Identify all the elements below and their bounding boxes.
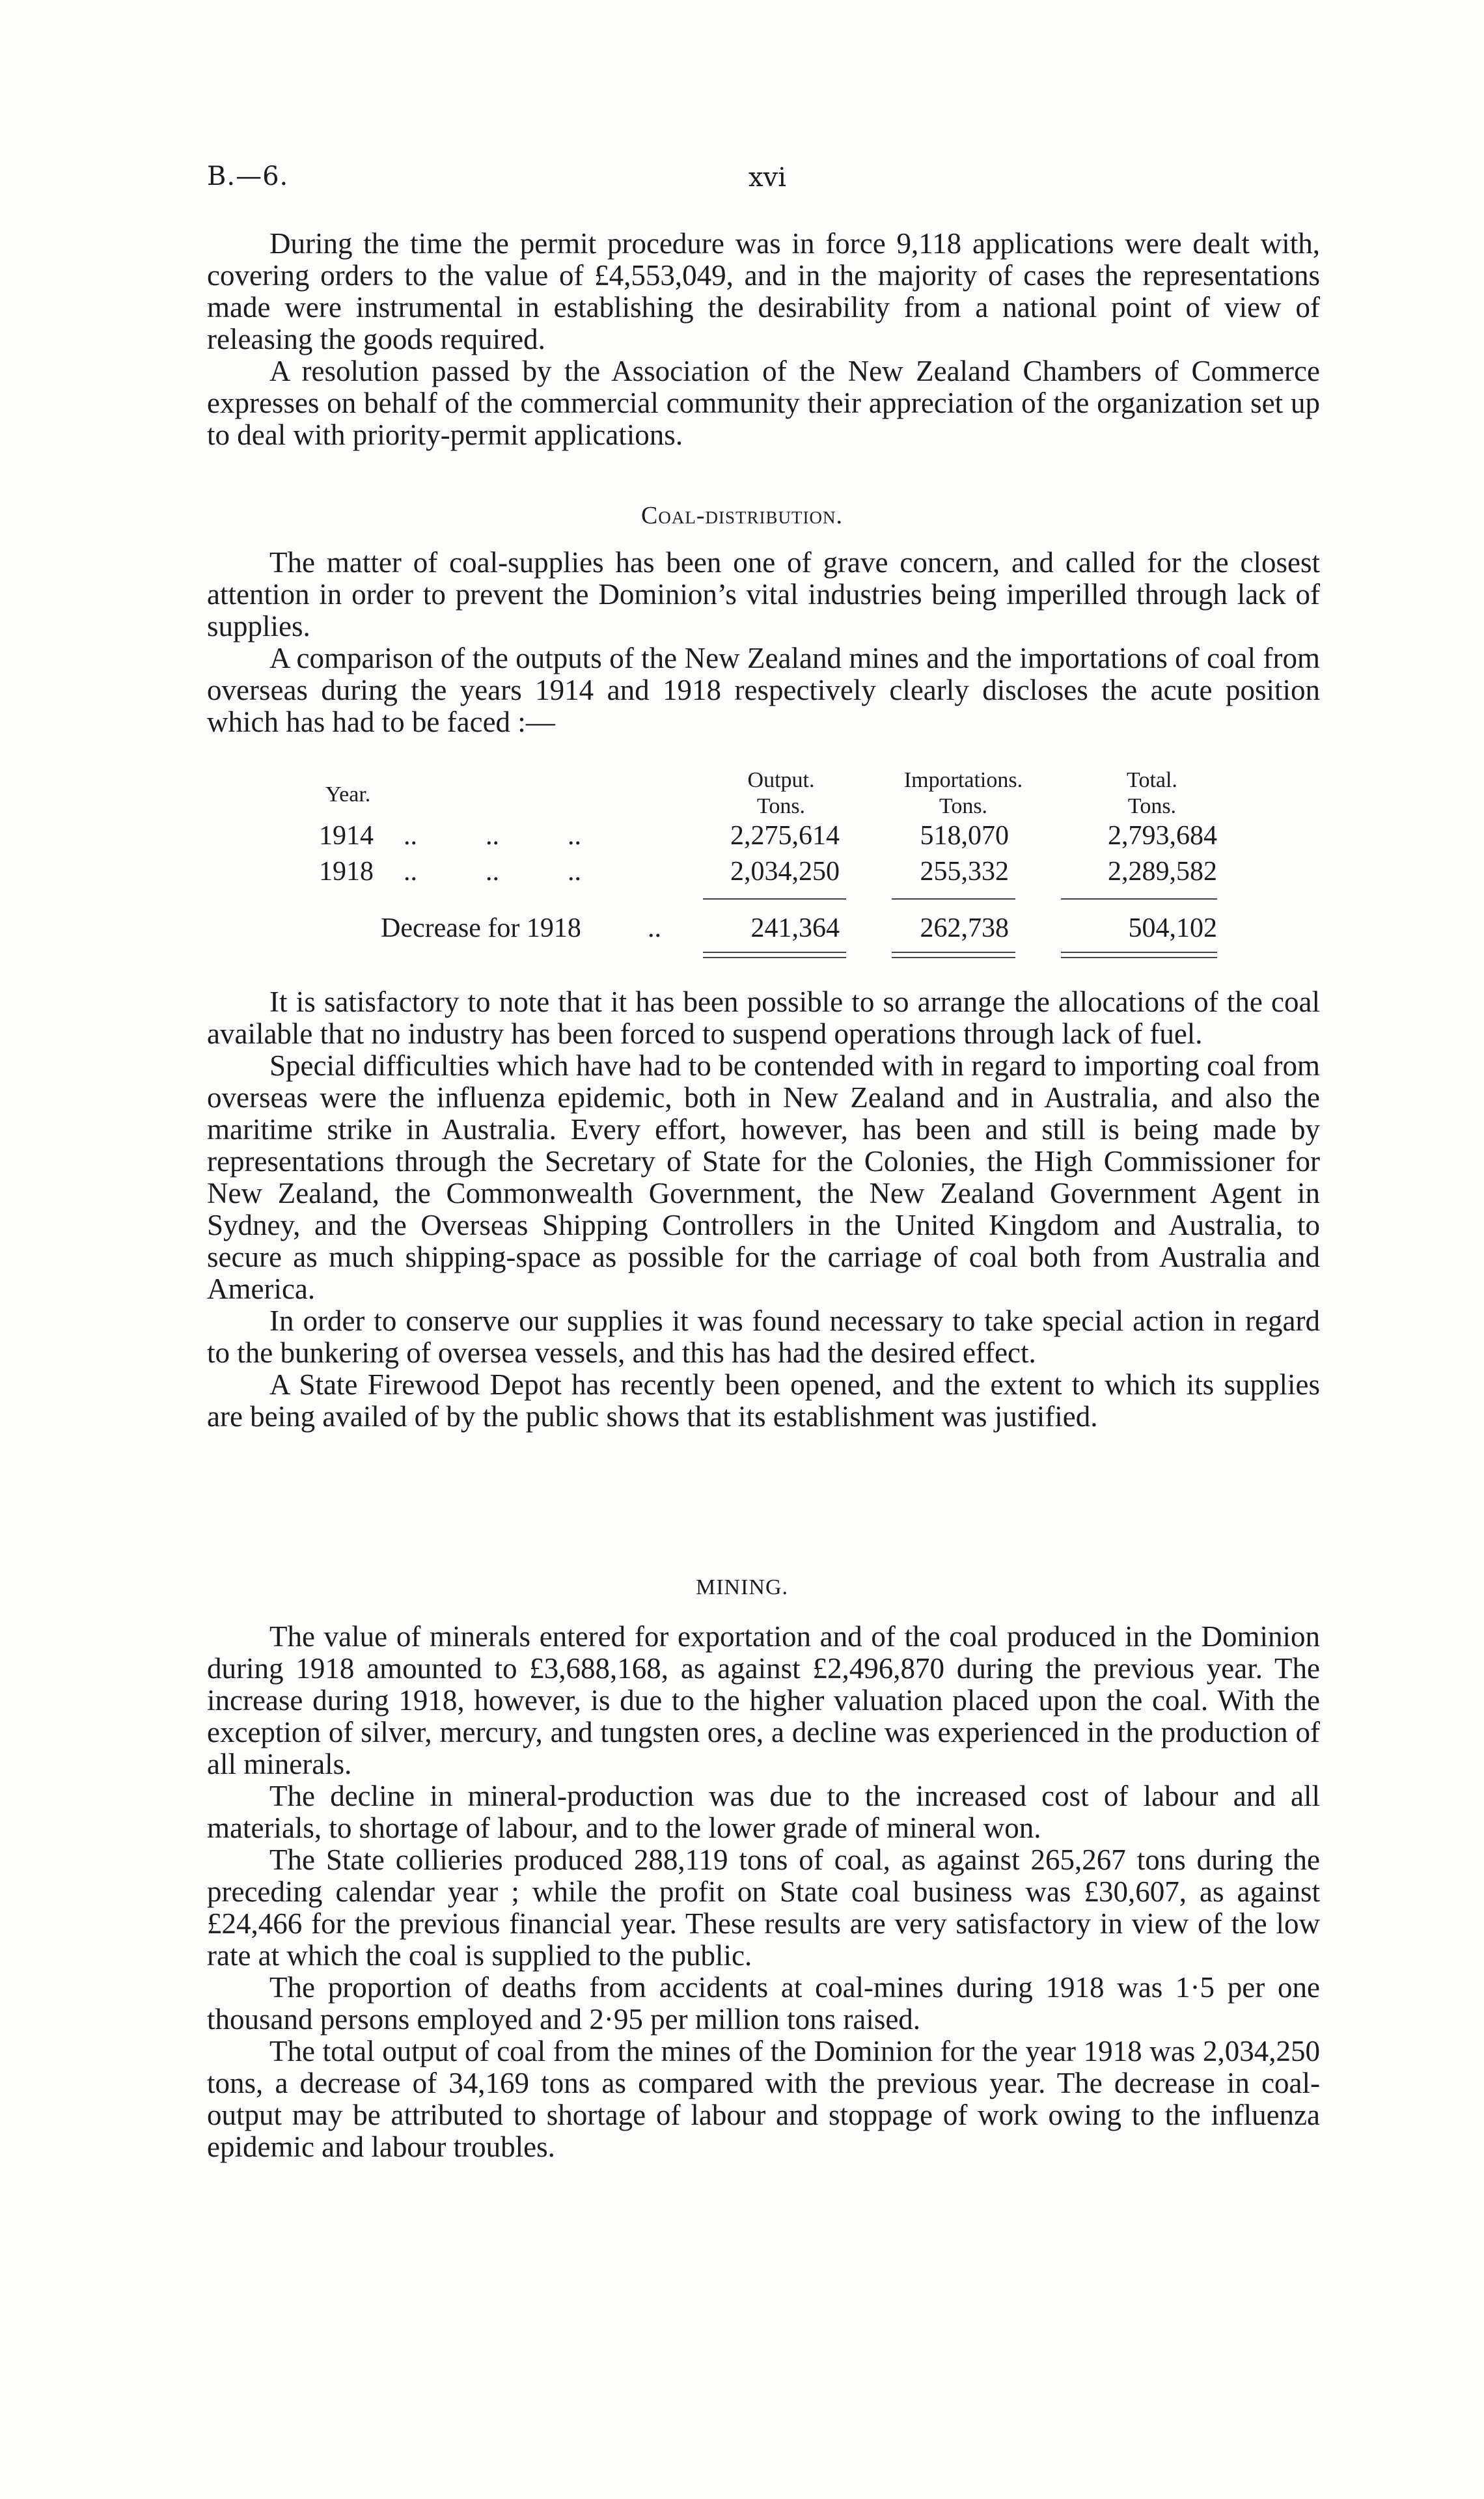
coal-intro-section <box>207 547 1320 738</box>
document-reference: B.—6. <box>207 161 289 191</box>
mining-section <box>207 1621 1320 2163</box>
paragraph: In order to conserve our supplies it was found necessary to take special action in regard to the bunkering of oversea vessels, and this has had the desired effect. <box>207 1305 1320 1369</box>
paragraph: During the time the permit procedure was in force 9,118 applications were dealt with, covering orders to the value of £4,553,049, and in the majority of cases the representations made were instrumental in establishing the desirability from a national point of view of releasing the goods required. <box>207 227 1320 355</box>
table-cell-leader: .. .. .. <box>404 857 581 887</box>
table-rule <box>1061 898 1217 900</box>
column-unit-importations: Tons. <box>939 794 988 818</box>
table-double-rule <box>1061 952 1217 958</box>
table-double-rule <box>892 952 1015 958</box>
paragraph: The total output of coal from the mines of the Dominion for the year 1918 was 2,034,250 tons, a decrease of 34,169 tons as compared with the previous year. The decrease in coal-output may be attributed to shortage of labour and stoppage of work owing to the influenza epidemic and labour troubles. <box>207 2035 1320 2163</box>
paragraph: It is satisfactory to note that it has been possible to so arrange the allocations of the coal available that no industry has been forced to suspend operations through lack of fuel. <box>207 986 1320 1050</box>
paragraph: The proportion of deaths from accidents at coal-mines during 1918 was 1·5 per one thousand persons employed and 2·95 per million tons raised. <box>207 1971 1320 2036</box>
section-heading-coal-distribution: Coal-distribution. <box>641 502 843 529</box>
table-cell-year: 1914 <box>319 821 374 851</box>
paragraph: The matter of coal-supplies has been one of grave concern, and called for the closest attention in order to prevent the Dominion’s vital industries being imperilled through lack of supplies. <box>207 546 1320 642</box>
table-rule <box>703 898 846 900</box>
coal-comparison-table <box>319 768 1230 963</box>
paragraph: A comparison of the outputs of the New Zealand mines and the importations of coal from overseas during the years 1914 and 1918 respectively clearly discloses the acute position which has had to be faced :— <box>207 642 1320 738</box>
column-header-year: Year. <box>325 782 371 807</box>
table-double-rule <box>703 952 846 958</box>
column-header-output: Output. <box>747 768 815 792</box>
table-cell-decrease-label: Decrease for 1918 <box>381 913 581 943</box>
paragraph: The decline in mineral-production was due to the increased cost of labour and all materials, to shortage of labour, and to the lower grade of mineral won. <box>207 1780 1320 1844</box>
table-cell-leader: .. .. .. <box>404 821 581 851</box>
intro-section <box>207 228 1320 451</box>
table-cell-importations: 518,070 <box>920 821 1009 851</box>
column-unit-total: Tons. <box>1127 794 1177 818</box>
column-header-importations: Importations. <box>903 768 1023 792</box>
table-cell-output: 2,034,250 <box>730 857 840 887</box>
table-cell-importations: 255,332 <box>920 857 1009 887</box>
table-cell-year: 1918 <box>319 857 374 887</box>
paragraph: The value of minerals entered for exportation and of the coal produced in the Dominion during 1918 amounted to £3,688,168, as against £2,496,870 during the previous year. The increase during 1918, however, is due to the higher valuation placed upon the coal. With the exception of silver, mercury, and tungsten ores, a decline was experienced in the production of all minerals. <box>207 1620 1320 1780</box>
paragraph: A State Firewood Depot has recently been opened, and the extent to which its supplies are being availed of by the public shows that its establishment was justified. <box>207 1368 1320 1433</box>
coal-continued-section <box>207 986 1320 1433</box>
table-cell-decrease-output: 241,364 <box>750 913 840 943</box>
column-header-total: Total. <box>1127 768 1177 792</box>
column-unit-output: Tons. <box>756 794 806 818</box>
table-cell-decrease-importations: 262,738 <box>920 913 1009 943</box>
paragraph: Special difficulties which have had to be contended with in regard to importing coal from overseas were the influenza epidemic, both in New Zealand and in Australia, and also the maritime strike in Australia. Every effort, however, has been and still is being made by representations through the Secretary of State for the Colonies, the High Commissioner for New Zealand, the Commonwealth Government, the New Zealand Government Agent in Sydney, and the Overseas Shipping Controllers in the United Kingdom and Australia, to secure as much shipping-space as possible for the carriage of coal both from Australia and America. <box>207 1049 1320 1305</box>
table-cell-decrease-total: 504,102 <box>1128 913 1217 943</box>
paragraph: The State collieries produced 288,119 tons of coal, as against 265,267 tons during the preceding calendar year ; while the profit on State coal business was £30,607, as against £24,466 for the previous financial year. These results are very satisfactory in view of the low rate at which the coal is supplied to the public. <box>207 1843 1320 1972</box>
paragraph: A resolution passed by the Association of the New Zealand Chambers of Commerce expresses on behalf of the commercial community their appreciation of the organization set up to deal with priority-permit applications. <box>207 355 1320 451</box>
table-rule <box>892 898 1015 900</box>
table-cell-total: 2,793,684 <box>1108 821 1217 851</box>
table-cell-total: 2,289,582 <box>1108 857 1217 887</box>
table-cell-output: 2,275,614 <box>730 821 840 851</box>
section-heading-mining: MINING. <box>695 1575 789 1599</box>
page-number: xvi <box>749 163 786 193</box>
table-cell-leader: .. <box>648 913 661 943</box>
